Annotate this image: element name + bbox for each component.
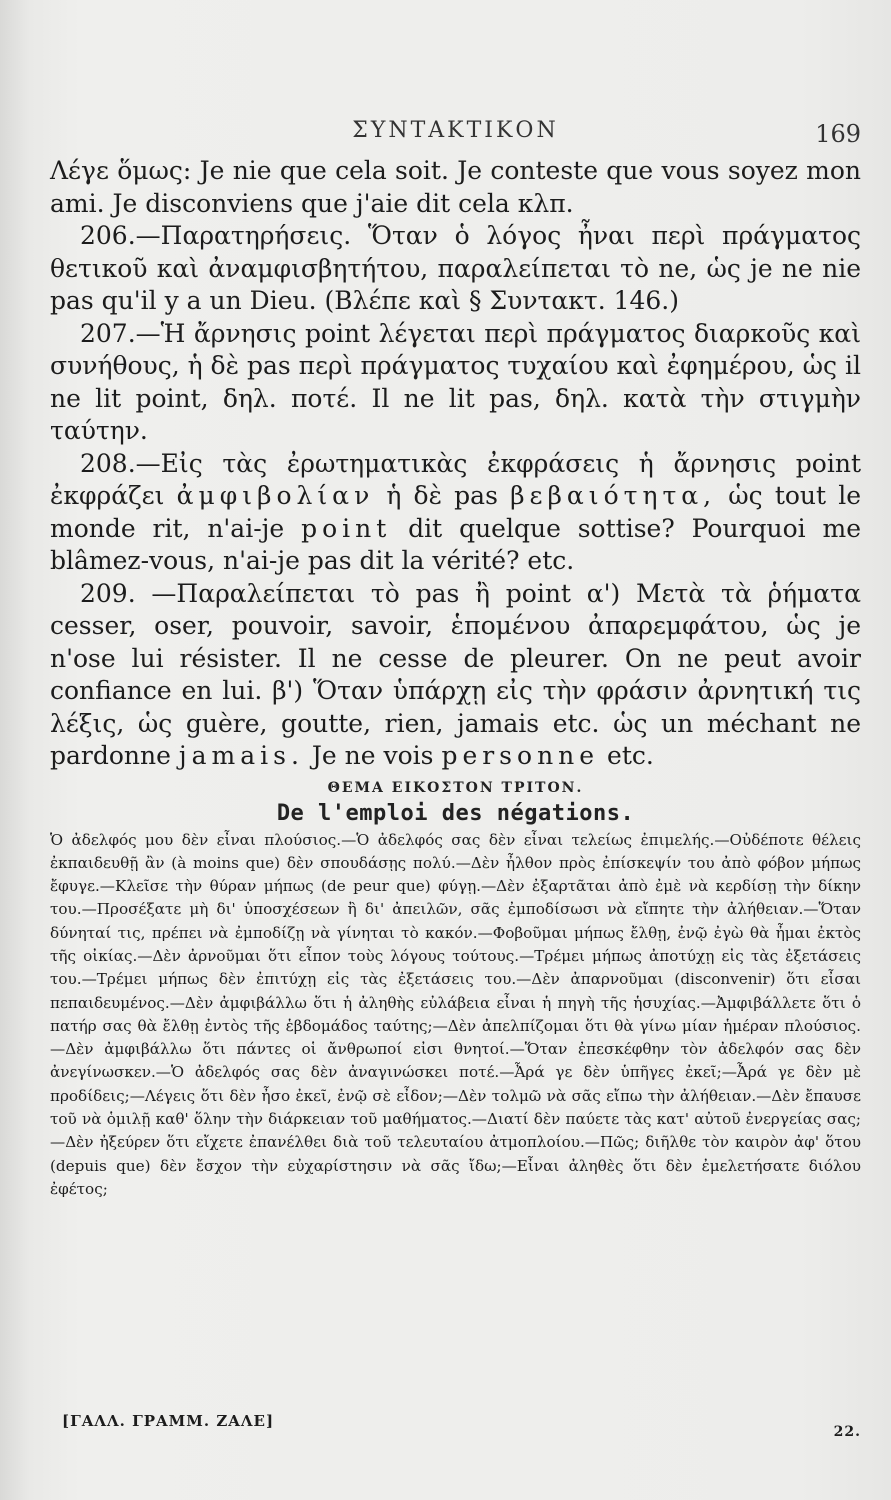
paragraph-209 xyxy=(50,578,861,773)
paragraph-208-part-a: 208.—Εἰς τὰς ἐρωτηματικὰς ἐκφράσεις ἡ ἄρνησις point ἐκφράζει xyxy=(50,448,861,510)
paragraph-208-part-c: ἡ δὲ pas xyxy=(386,481,498,510)
paragraph-207: 207.—Ἡ ἄρνησις point λέγεται περὶ πράγματος διαρκοῦς καὶ συνήθους, ἡ δὲ pas περὶ πράγματος τυχαίου καὶ ἐφημέρου, ὡς il ne lit point, δηλ. ποτέ. Il ne lit pas, δηλ. κατὰ τὴν στιγμὴν ταύτην. xyxy=(50,318,861,445)
page-number: 169 xyxy=(815,120,861,148)
intro-paragraph: Λέγε ὅμως: Je nie que cela soit. Je conteste que vous soyez mon ami. Je disconviens que j'aie dit cela κλπ. xyxy=(50,156,861,218)
printer-signature: [ΓΑΛΛ. ΓΡΑΜΜ. ΖΑΛΕ] xyxy=(62,1412,275,1430)
paragraph-209-part-a: 209. —Παραλείπεται τὸ pas ἢ point α') Μετὰ τὰ ῥήματα cesser, oser, pouvoir, savoir, ἑπομένου ἀπαρεμφάτου, ὡς je n'ose lui résister. Il ne cesse de pleurer. On ne peut avoir confiance en lui. β') Ὅταν ὑπάρχῃ εἰς τὴν φράσιν ἀρνητική τις λέξις, ὡς guère, goutte, rien, jamais etc. ὡς un méchant ne pardonne xyxy=(50,578,861,770)
exercise-title: ΘΕΜΑ ΕΙΚΟΣΤΟΝ ΤΡΙΤΟΝ. xyxy=(327,779,584,796)
paragraph-209-part-c: Je ne vois xyxy=(311,741,434,770)
paragraph-208 xyxy=(50,448,861,578)
paragraph-209-emphasis-jamais: jamais. xyxy=(178,741,304,770)
paragraph-206: 206.—Παρατηρήσεις. Ὅταν ὁ λόγος ἦναι περὶ πράγματος θετικοῦ καὶ ἀναμφισβητήτου, παραλείπεται τὸ ne, ὡς je ne nie pas qu'il y a un Dieu. (Βλέπε καὶ § Συντακτ. 146.) xyxy=(50,221,861,315)
paragraph-209-emphasis-personne: personne xyxy=(441,741,600,770)
paragraph-208-part-e: ὡς tout le monde rit, n'ai-je xyxy=(50,481,861,543)
running-title: ΣΥΝΤΑΚΤΙΚΟΝ xyxy=(352,118,559,143)
paragraph-208-emphasis-point: point xyxy=(301,513,392,543)
page-body xyxy=(50,155,861,1201)
page-header xyxy=(50,118,861,158)
sheet-number: 22. xyxy=(833,1424,861,1440)
exercise-subtitle: De l'emploi des négations. xyxy=(276,800,635,826)
paragraph-208-emphasis-certainty: βεβαιότητα, xyxy=(510,481,717,510)
paragraph-208-part-g: dit quelque sottise? Pourquoi me blâmez-vous, n'ai-je pas dit la vérité? etc. xyxy=(50,513,862,575)
exercise-text: Ὁ ἀδελφός μου δὲν εἶναι πλούσιος.—Ὁ ἀδελφός σας δὲν εἶναι τελείως ἐπιμελής.—Οὐδέποτε θέλεις ἐκπαιδευθῇ ἂν (à moins que) δὲν σπουδάσῃς πολύ.—Δὲν ἦλθον πρὸς ἐπίσκεψίν του ἀπὸ φόβον μήπως ἔφυγε.—Κλεῖσε τὴν θύραν μήπως (de peur que) φύγῃ.—Δὲν ἐξαρτᾶται ἀπὸ ἐμὲ νὰ κερδίσῃ τὴν δίκην του.—Προσέξατε μὴ δι' ὑποσχέσεων ἢ δι' ἀπειλῶν, σᾶς ἐμποδίσωσι νὰ εἴπητε τὴν ἀλήθειαν.—Ὅταν δύνηταί τις, πρέπει νὰ ἐμποδίζῃ νὰ γίνηται τὸ κακόν.—Φοβοῦμαι μήπως ἔλθῃ, ἐνῷ ἐγὼ θὰ ἦμαι ἐκτὸς τῆς οἰκίας.—Δὲν ἀρνοῦμαι ὅτι εἶπον τοὺς λόγους τούτους.—Τρέμει μήπως ἀποτύχῃ εἰς τὰς ἐξετάσεις του.—Τρέμει μήπως δὲν ἐπιτύχῃ εἰς τὰς ἐξετάσεις του.—Δὲν ἀπαρνοῦμαι (disconvenir) ὅτι εἶσαι πεπαιδευμένος.—Δὲν ἀμφιβάλλω ὅτι ἡ ἀληθὴς εὐλάβεια εἶναι ἡ πηγὴ τῆς ἡσυχίας.—Ἀμφιβάλλετε ὅτι ὁ πατήρ σας θὰ ἔλθῃ ἐντὸς τῆς ἑβδομάδος ταύτης;—Δὲν ἀπελπίζομαι ὅτι θὰ γίνω μίαν ἡμέραν πλούσιος.—Δὲν ἀμφιβάλλω ὅτι πάντες οἱ ἄνθρωποί εἰσι θνητοί.—Ὅταν ἐπεσκέφθην τὸν ἀδελφόν σας δὲν ἀνεγίνωσκεν.—Ὁ ἀδελφός σας δὲν ἀναγινώσκει ποτέ.—Ἆρά γε δὲν ὑπῆγες ἐκεῖ;—Ἆρά γε δὲν μὲ προδίδεις;—Λέγεις ὅτι δὲν ἦσο ἐκεῖ, ἐνῷ σὲ εἶδον;—Δὲν τολμῶ νὰ σᾶς εἴπω τὴν ἀλήθειαν.—Δὲν ἔπαυσε τοῦ νὰ ὁμιλῇ καθ' ὅλην τὴν διάρκειαν τοῦ μαθήματος.—Διατί δὲν παύετε τὰς κατ' αὐτοῦ ἐνεργείας σας;—Δὲν ἠξεύρεν ὅτι εἴχετε ἐπανέλθει διὰ τοῦ τελευταίου ἀτμοπλοίου.—Πῶς; διῆλθε τὸν καιρὸν ἀφ' ὅτου (depuis que) δὲν ἔσχον τὴν εὐχαρίστησιν νὰ σᾶς ἴδω;—Εἶναι ἀληθὲς ὅτι δὲν ἐμελετήσατε διόλου ἐφέτος; xyxy=(50,830,861,1198)
paragraph-209-part-e: etc. xyxy=(607,741,654,770)
paragraph-208-emphasis-doubt: ἀμφιβολίαν xyxy=(176,481,375,510)
page-footer xyxy=(62,1412,861,1442)
